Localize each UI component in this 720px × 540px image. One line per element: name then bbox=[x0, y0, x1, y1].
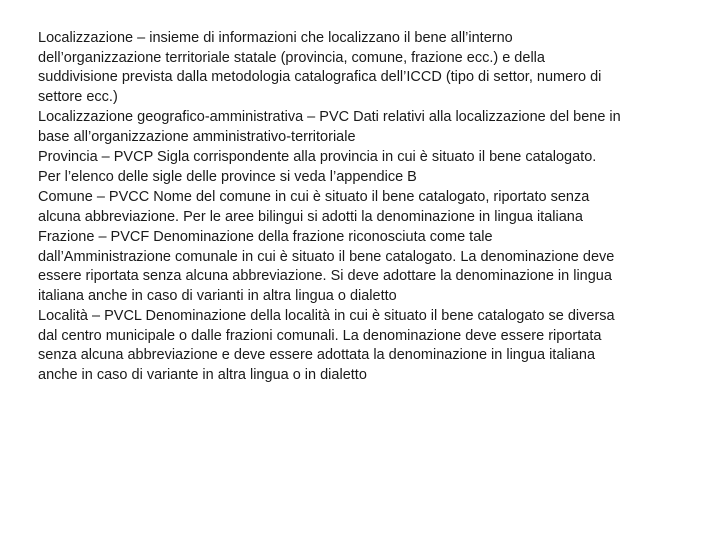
text-block bbox=[38, 29, 688, 386]
paragraph-provincia: Provincia – PVCP Sigla corrispondente alla provincia in cui è situato il bene catalogato. Per l’elenco delle sigle delle province si veda l’appendice B bbox=[38, 149, 597, 185]
paragraph-comune: Comune – PVCC Nome del comune in cui è situato il bene catalogato, riportato senza alcuna abbreviazione. Per le aree bilingui si adotti la denominazione in lingua italiana bbox=[38, 189, 590, 225]
paragraph-localizzazione: Localizzazione – insieme di informazioni che localizzano il bene all’interno dell’organizzazione territoriale statale (provincia, comune, frazione ecc.) e della suddivisione prevista dalla metodologia catalografica dell’ICCD (tipo di settor, numero di settore ecc.) bbox=[38, 30, 602, 105]
paragraph-localizzazione-geografico-amministrativa: Localizzazione geografico-amministrativa – PVC Dati relativi alla localizzazione del bene in base all’organizzazione amministrativo-territoriale bbox=[38, 109, 621, 145]
paragraph-frazione: Frazione – PVCF Denominazione della frazione riconosciuta come tale dall’Amministrazione comunale in cui è situato il bene catalogato. La denominazione deve essere riportata senza alcuna abbreviazione. Si deve adottare la denominazione in lingua italiana anche in caso di varianti in altra lingua o dialetto bbox=[38, 229, 615, 304]
paragraph-localita: Località – PVCL Denominazione della località in cui è situato il bene catalogato se diversa dal centro municipale o dalle frazioni comunali. La denominazione deve essere riportata senza alcuna abbreviazione e deve essere adottata la denominazione in lingua italiana anche in caso di variante in altra lingua o in dialetto bbox=[38, 308, 615, 383]
